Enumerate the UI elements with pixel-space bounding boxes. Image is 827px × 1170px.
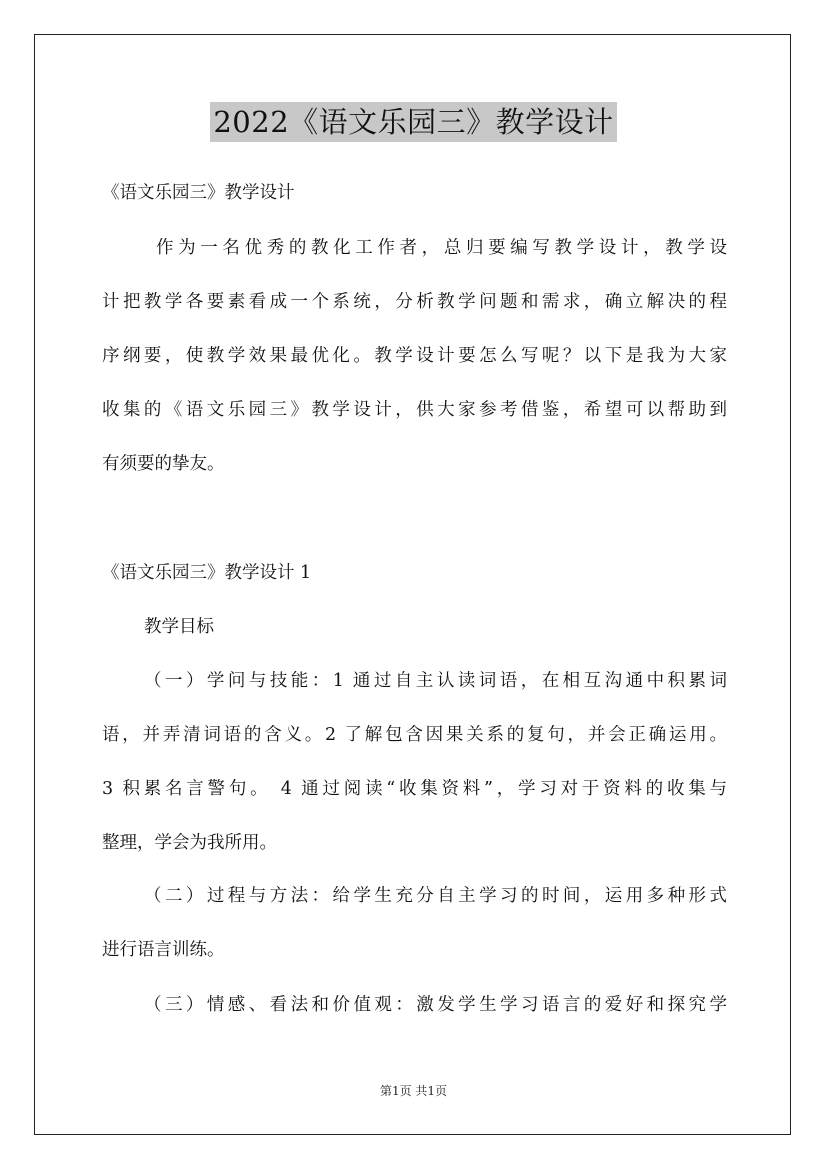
body-line: 进行语言训练。 (102, 940, 225, 960)
body-line: 3 积累名言警句。 4 通过阅读“收集资料”，学习对于资料的收集与 (102, 779, 727, 799)
page-footer: 第1页 共1页 (379, 1084, 448, 1098)
body-line: （三）情感、看法和价值观：激发学生学习语言的爱好和探究学 (144, 995, 727, 1015)
subtitle: 《语文乐园三》教学设计 (102, 183, 295, 203)
intro-line: 收集的《语文乐园三》教学设计，供大家参考借鉴，希望可以帮助到 (102, 400, 727, 420)
intro-line: 作为一名优秀的教化工作者，总归要编写教学设计，教学设 (156, 238, 727, 258)
intro-line: 序纲要，使教学效果最优化。教学设计要怎么写呢？以下是我为大家 (102, 346, 727, 366)
intro-line: 有须要的挚友。 (102, 454, 225, 474)
body-line: （一）学问与技能：1 通过自主认读词语，在相互沟通中积累词 (144, 671, 727, 691)
objectives-heading: 教学目标 (144, 617, 214, 637)
body-line: 语，并弄清词语的含义。2 了解包含因果关系的复句，并会正确运用。 (102, 725, 727, 745)
intro-line: 计把教学各要素看成一个系统，分析教学问题和需求，确立解决的程 (102, 292, 727, 312)
title-container (0, 102, 827, 142)
document-title: 2022《语文乐园三》教学设计 (210, 102, 616, 142)
body-line: （二）过程与方法：给学生充分自主学习的时间，运用多种形式 (144, 886, 727, 906)
body-line: 整理，学会为我所用。 (102, 833, 277, 853)
section-heading: 《语文乐园三》教学设计 1 (102, 563, 312, 583)
